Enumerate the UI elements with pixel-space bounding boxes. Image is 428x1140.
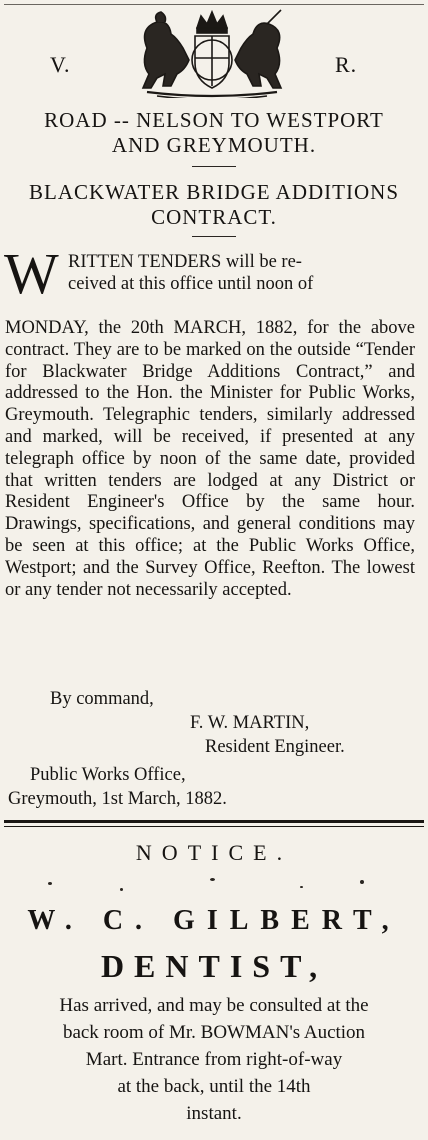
ink-speck [300, 886, 303, 888]
ink-speck [48, 882, 52, 885]
section-rule-thin [4, 826, 424, 827]
notice-body: Has arrived, and may be consulted at the back room of Mr. BOWMAN's Auction Mart. Entrance from right-of-way at the back, until the 14th instant. [59, 995, 369, 1124]
signatory-title: Resident Engineer. [205, 737, 345, 757]
profession: DENTIST, [100, 948, 328, 984]
divider [192, 236, 236, 237]
ink-speck [210, 878, 215, 881]
place-date: Greymouth, 1st March, 1882. [8, 789, 227, 809]
top-rule [4, 4, 424, 5]
tender-opening-lines: RITTEN TENDERS will be re- ceived at this office until noon of [68, 252, 314, 294]
by-command: By command, [50, 689, 154, 709]
divider [192, 166, 236, 167]
section-rule [4, 820, 424, 823]
headline-road: ROAD -- NELSON TO WESTPORT AND GREYMOUTH. [44, 108, 384, 157]
header-right-letter: R. [335, 52, 358, 77]
office-line: Public Works Office, [30, 765, 186, 785]
signatory-name: F. W. MARTIN, [190, 713, 310, 733]
ink-speck [360, 880, 364, 884]
ink-speck [120, 888, 123, 891]
royal-coat-of-arms-icon [117, 8, 307, 98]
headline-contract: BLACKWATER BRIDGE ADDITIONS CONTRACT. [29, 180, 399, 229]
drop-cap: W [4, 241, 59, 306]
dentist-name: W. C. GILBERT, [27, 905, 401, 936]
notice-title: NOTICE. [135, 840, 293, 865]
tender-body: MONDAY, the 20th MARCH, 1882, for the above contract. They are to be marked on the outside “Tender for Blackwater Bridge Additions Contract,” and addressed to the Hon. the Minister for Public Works, Greymouth. Telegraphic tenders, similarly addressed and marked, will be received, if presented at any telegraph office by noon of the same date, provided that written tenders are lodged at any District or Resident Engineer's Office by the same hour. Drawings, specifications, and general conditions may be seen at this office; at the Public Works Office, Westport; and the Survey Office, Reefton. The lowest or any tender not necessarily accepted. [5, 318, 415, 600]
header-left-letter: V. [50, 52, 71, 77]
